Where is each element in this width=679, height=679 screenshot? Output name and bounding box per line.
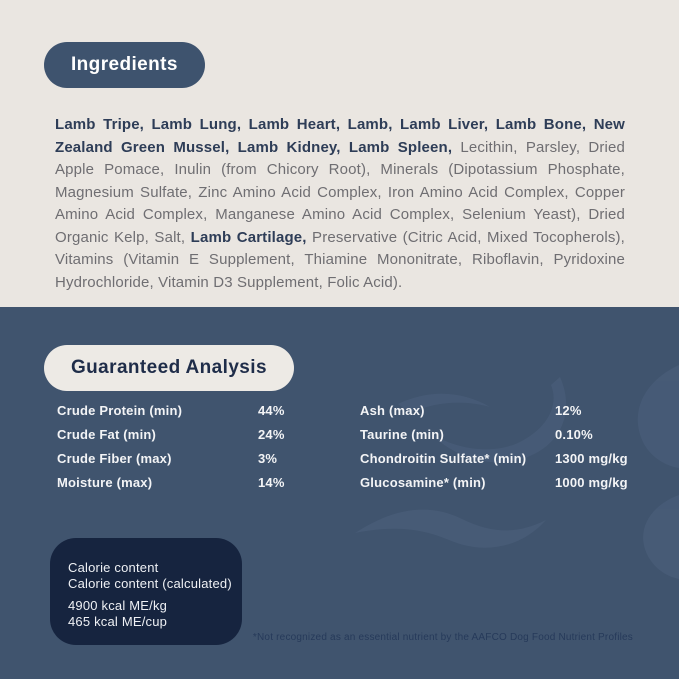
ingredients-regular-2: Preservative (Citric Acid, Mixed Tocopherols), Vitamins (Vitamin E Supplement, Thiamine Mononitrate, Riboflavin, Pyridoxine Hydrochloride, Vitamin D3 Supplement, Folic Acid). [55,228,625,291]
calorie-line: Calorie content (calculated) [68,576,232,591]
guaranteed-analysis-table [57,404,667,489]
ingredients-regular-1: Lecithin, Parsley, Dried Apple Pomace, Inulin (from Chicory Root), Minerals (Dipotassium Phosphate, Magnesium Sulfate, Zinc Amino Acid Complex, Iron Amino Acid Complex, Copper Amino Acid Complex, Manganese Amino Acid Complex, Selenium Yeast), Dried Organic Kelp, Salt, [55,138,625,246]
ingredients-paragraph [55,114,625,294]
analysis-row-value: 24% [258,427,285,442]
analysis-row-value: 0.10% [555,427,593,442]
calorie-line: Calorie content [68,560,159,575]
analysis-column-left [57,404,346,489]
analysis-row-value: 1000 mg/kg [555,475,628,490]
ingredients-badge: Ingredients [44,42,205,88]
ingredients-bold-main: Lamb Tripe, Lamb Lung, Lamb Heart, Lamb, Lamb Liver, Lamb Bone, New Zealand Green Mussel, Lamb Kidney, Lamb Spleen, [55,116,625,156]
analysis-row-label: Moisture (max) [57,475,153,490]
guaranteed-analysis-section [0,307,679,679]
analysis-row-value: 14% [258,475,285,490]
guaranteed-analysis-badge: Guaranteed Analysis [44,345,294,391]
analysis-row-label: Ash (max) [360,403,425,418]
aafco-footnote: *Not recognized as an essential nutrient by the AAFCO Dog Food Nutrient Profiles [252,632,633,643]
analysis-row-value: 1300 mg/kg [555,451,628,466]
analysis-row-value: 44% [258,403,285,418]
analysis-row-label: Crude Fat (min) [57,427,157,442]
analysis-row-value: 3% [258,451,278,466]
analysis-row-label: Crude Protein (min) [57,403,183,418]
analysis-row-label: Chondroitin Sulfate* (min) [360,451,527,466]
calorie-value: 4900 kcal ME/kg [68,598,168,613]
analysis-row-label: Crude Fiber (max) [57,451,172,466]
ingredients-section [0,0,679,307]
analysis-row-value: 12% [555,403,582,418]
calorie-value: 465 kcal ME/cup [68,614,168,629]
analysis-column-right [360,404,667,489]
analysis-row-label: Glucosamine* (min) [360,475,486,490]
ingredients-bold-cartilage: Lamb Cartilage, [190,228,307,246]
analysis-row-label: Taurine (min) [360,427,444,442]
calorie-content-box [50,538,242,645]
